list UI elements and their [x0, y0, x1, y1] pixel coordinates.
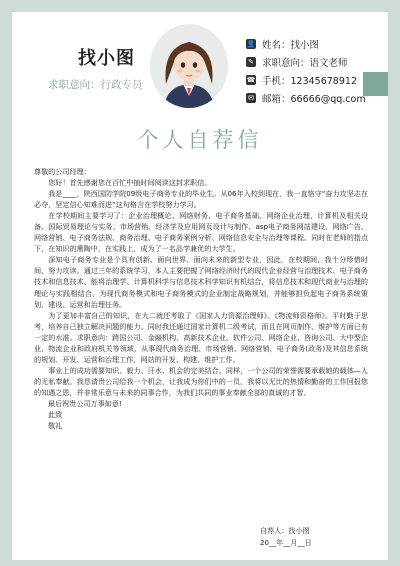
letter-salutation: 尊敬的公司经理：: [34, 167, 91, 176]
signer: 自荐人：找小图: [260, 526, 310, 535]
letter-regards: 此致: [48, 410, 63, 420]
letter-paragraph-1: 我是____，陕西国防学院09级电子商务专业的毕业生。从06年入校到现在，我一直恪守“奋力攻坚志在必夺，坚定信心知难而进”这句格言在学校努力学习。: [34, 189, 368, 210]
contact-info: [246, 36, 366, 108]
info-row-email: [246, 90, 366, 106]
info-phone-text: 手机：12345678912: [262, 76, 357, 87]
mail-icon: ✉: [246, 93, 256, 103]
letter-paragraph-5: 事业上的成功需要知识、毅力、汗水、机会的完美结合。同样，一个公司的荣誉需要承载她的载体—人的无私奉献。我恳请贵公司给我一个机会，让我成为你们中的一员，我将以无比的热情和勤奋的工作回报您的知遇之恩，并非常乐意与未来的同事合作，为我们共同的事业奉献全部的真诚的才智。: [34, 365, 368, 397]
info-intent-text: 求职意向：语文老师: [262, 58, 348, 69]
letter-salute: 敬礼: [48, 421, 63, 431]
avatar: [150, 24, 228, 108]
letter-greeting: 您好！首先感谢您在百忙中抽时间阅读这封求职信。: [48, 178, 212, 188]
info-row-phone: [246, 72, 366, 88]
sign-date: 20__年__月__日: [260, 538, 312, 547]
letter-paragraph-4: 为了更加丰富自己的知识，在大二就还考取了《国家人力资源治理师》、《物流师资格师》。平时勤于思考，培养自己独立解决问题的能力。同时我还通过国家计算机二级考试，而且在网页制作、维护等方面已有一定的水准。求职意向：跨国公司、金融机构、高新技术企业、软件公司、网络企业、咨询公司、大中型企业、物流企业和政府机关等领域，从事现代商务治理、市场营销、网络营销，电子商务(政务)及其信息系统的规划、开发、运营和治理工作，网站的开发、构建、维护工作。: [34, 310, 368, 364]
avatar-illustration: [150, 24, 228, 108]
briefcase-icon: ✎: [246, 57, 256, 67]
phone-icon: ☎: [246, 76, 256, 84]
signature-block: [260, 525, 312, 549]
letter-wish: 最后祝贵公司万事如意!: [48, 398, 122, 408]
info-email-text: 邮箱：66666@qq.com: [262, 94, 366, 105]
user-icon: 👤: [246, 40, 256, 48]
job-intent: 求职意向：行政专员: [48, 79, 143, 91]
letter-title: 个人自荐信: [137, 128, 263, 152]
info-row-intent: [246, 54, 366, 70]
accent-bar: [363, 72, 388, 96]
letter-body: [34, 166, 368, 431]
info-row-name: [246, 36, 366, 52]
info-name-text: 姓名：找小图: [262, 40, 320, 51]
letter-paragraph-3: 深知电子商务专业是个具有创新、面向世界、面向未来的新型专业，因此，在校期间，我十分珍惜时间，努力攻读。通过三年的系统学习，本人主要把握了网络经济时代的现代企业经营与治理技术、电子商务技术和信息技术。能将治理学、计算机科学与信息技术科学知识有机结合，将信息技术和现代商业与治理的理论与实践相结合，为现代商务模式和电子商务模式的企业制定战略规划，并能够担负起电子商务系统策划、建设、运营和治理任务。: [34, 255, 368, 309]
applicant-name: 找小图: [78, 48, 135, 69]
letter-paragraph-2: 在学校期间主要学习了：企业治理概论、网络财务、电子商务基础、网络企业治理、计算机及相关设备、国际贸易理论与实务、市场营销、经济学及应用网页设计与制作、asp电子商务网站建设、网络广告、网络营销、电子商务法规、商务治理、电子商务案例分析、网络信息安全与治理等课程。同时在老师的指点下，在知识的熏陶中，在实践上，成为了一名品学兼优的大学生。: [34, 211, 368, 254]
